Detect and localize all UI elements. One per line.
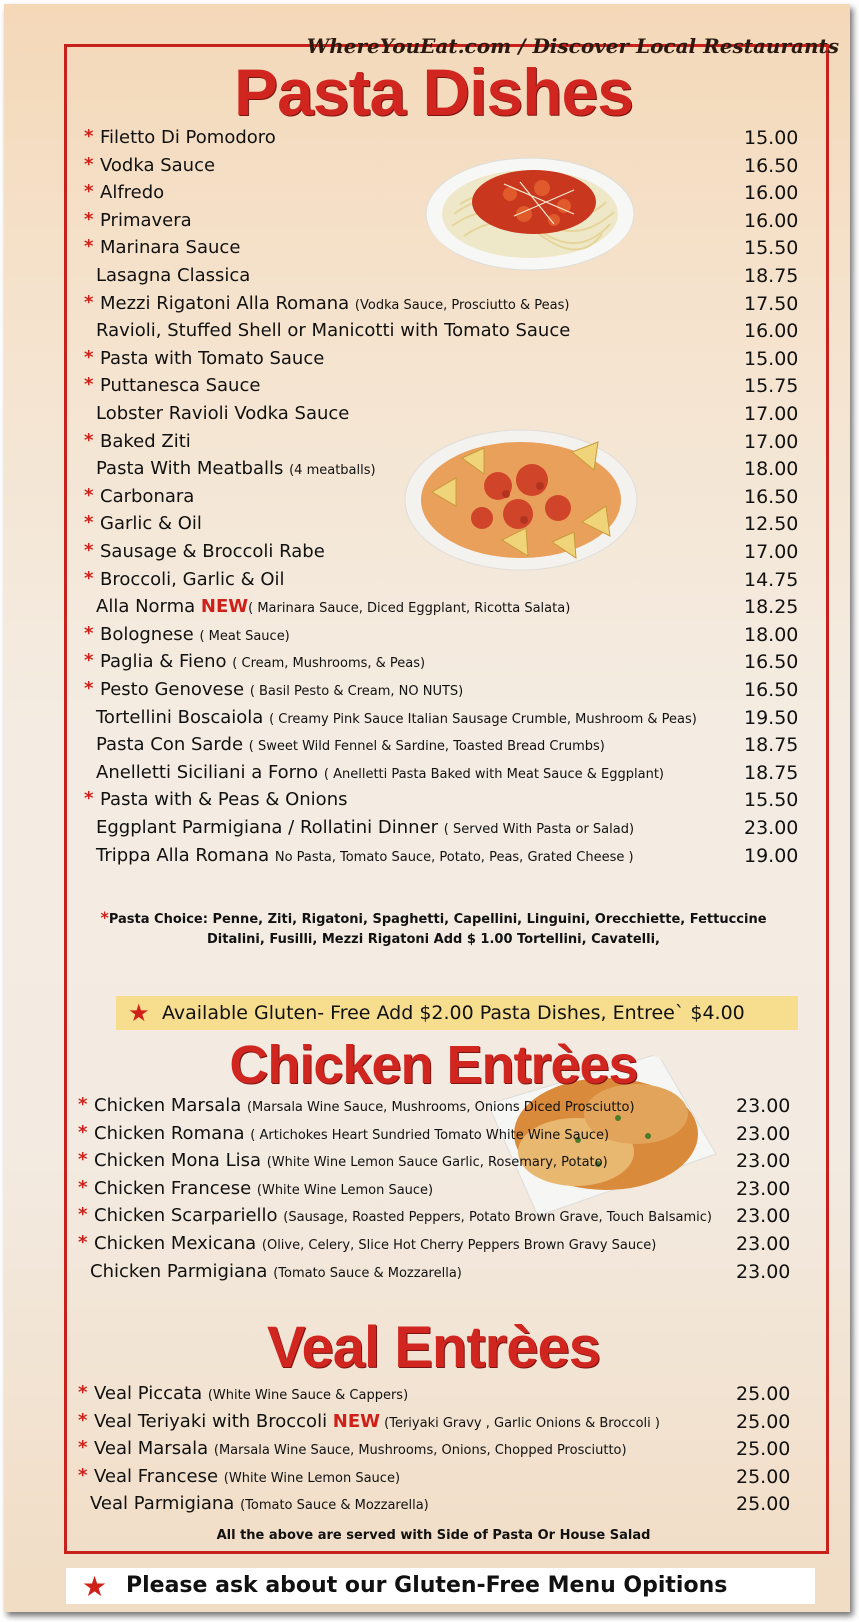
menu-item-star: * xyxy=(84,236,94,258)
menu-item-title: Anelletti Siciliani a Forno xyxy=(96,761,324,783)
menu-item-star: * xyxy=(84,208,94,230)
menu-item-star: * xyxy=(84,181,94,203)
menu-item-star: * xyxy=(84,484,94,506)
menu-item-title: Paglia & Fieno xyxy=(100,651,233,673)
menu-item-title: Veal Marsala xyxy=(94,1438,214,1460)
menu-item-name xyxy=(100,541,325,562)
menu-item-star: * xyxy=(78,1382,88,1403)
pasta-dishes-heading: Pasta Dishes xyxy=(234,55,633,129)
menu-item-price: 15.75 xyxy=(744,375,799,398)
menu-item-price: 23.00 xyxy=(736,1095,791,1117)
menu-item xyxy=(4,264,859,292)
menu-item-price: 16.50 xyxy=(744,651,799,674)
menu-item-description: ( Artichokes Heart Sundried Tomato White Wine Sauce) xyxy=(250,1127,610,1143)
menu-item-price: 17.00 xyxy=(744,403,799,425)
menu-item-name xyxy=(94,1178,433,1199)
menu-item-description: (Olive, Celery, Slice Hot Cherry Peppers Brown Gravy Sauce) xyxy=(261,1238,657,1253)
menu-item-star: * xyxy=(84,567,94,589)
menu-item-name xyxy=(94,1466,400,1487)
menu-item-name xyxy=(94,1205,712,1226)
menu-item-star: * xyxy=(78,1464,88,1486)
menu-item-description: ( Creamy Pink Sauce Italian Sausage Crumble, Mushroom & Peas) xyxy=(269,711,697,727)
menu-page xyxy=(4,4,850,1612)
menu-item-star: * xyxy=(84,126,94,147)
menu-item-description: ( Sweet Wild Fennel & Sardine, Toasted Bread Crumbs) xyxy=(248,739,605,755)
menu-item-star: * xyxy=(84,291,94,313)
menu-item-description: (Tomato Sauce & Mozzarella) xyxy=(240,1498,429,1514)
menu-item-title: Garlic & Oil xyxy=(100,513,202,535)
menu-item-name xyxy=(100,651,425,672)
menu-item-price: 15.50 xyxy=(744,237,799,260)
menu-item-description: (Marsala Wine Sauce, Mushrooms, Onions Diced Prosciutto) xyxy=(246,1100,635,1115)
menu-item-price: 18.75 xyxy=(744,734,799,757)
menu-item xyxy=(4,236,859,264)
menu-item-price: 23.00 xyxy=(736,1122,791,1145)
menu-item-name xyxy=(96,596,570,617)
menu-item-name xyxy=(100,210,192,231)
menu-item-price: 12.50 xyxy=(744,513,799,536)
menu-item-title: Pasta with & Peas & Onions xyxy=(100,789,348,811)
menu-item-name xyxy=(96,320,570,341)
menu-item-title: Veal Teriyaki with Broccoli xyxy=(94,1410,333,1432)
menu-item xyxy=(4,457,859,485)
menu-item-title: Tortellini Boscaiola xyxy=(96,706,270,728)
menu-item-price: 15.50 xyxy=(744,789,799,812)
new-badge: NEW xyxy=(332,1410,381,1432)
menu-item-title: Chicken Francese xyxy=(94,1177,257,1199)
menu-item-description: (Vodka Sauce, Prosciutto & Peas) xyxy=(354,297,570,313)
menu-item-title: Lasagna Classica xyxy=(96,265,251,286)
menu-item-star: * xyxy=(78,1094,88,1115)
menu-item-price: 18.25 xyxy=(744,596,799,619)
menu-item-price: 14.75 xyxy=(744,568,799,591)
menu-item-title: Broccoli, Garlic & Oil xyxy=(100,568,285,590)
menu-item-price: 23.00 xyxy=(736,1177,791,1200)
menu-item xyxy=(4,623,859,651)
menu-item-description: No Pasta, Tomato Sauce, Potato, Peas, Grated Cheese ) xyxy=(274,849,634,865)
menu-item-price: 16.50 xyxy=(744,485,799,508)
menu-item-description: ( Cream, Mushrooms, & Peas) xyxy=(232,656,426,672)
menu-item-description: (White Wine Lemon Sauce Garlic, Rosemary, Potato) xyxy=(266,1155,608,1171)
menu-item-title: Primavera xyxy=(100,209,192,231)
menu-item-name xyxy=(100,789,347,810)
menu-item xyxy=(4,1204,859,1232)
menu-item-price: 18.75 xyxy=(744,265,799,287)
veal-entrees-heading: Veal Entrèes xyxy=(267,1315,600,1380)
pasta-choice-line-2: Ditalini, Fusilli, Mezzi Rigatoni Add $ 1.00 Tortellini, Cavatelli, xyxy=(207,932,660,947)
menu-item-title: Chicken Romana xyxy=(94,1122,251,1144)
menu-item-star: * xyxy=(84,788,94,810)
menu-item-title: Vodka Sauce xyxy=(100,154,216,176)
menu-item-description: ( Meat Sauce) xyxy=(199,628,290,644)
menu-item-description: ( Basil Pesto & Cream, NO NUTS) xyxy=(249,684,464,699)
menu-item-description: (White Wine Lemon Sauce) xyxy=(223,1470,401,1486)
menu-item-title: Pasta Con Sarde xyxy=(96,734,249,756)
menu-item-title: Mezzi Rigatoni Alla Romana xyxy=(100,292,355,314)
menu-item-star: * xyxy=(84,429,94,451)
menu-item-price: 18.00 xyxy=(744,623,799,646)
menu-item-description: (Tomato Sauce & Mozzarella) xyxy=(273,1265,462,1281)
menu-item-price: 23.00 xyxy=(736,1233,791,1255)
menu-item-name xyxy=(94,1438,627,1459)
menu-item-name xyxy=(94,1411,660,1432)
menu-item-description: (Marsala Wine Sauce, Mushrooms, Onions, Chopped Prosciutto) xyxy=(213,1443,627,1459)
menu-item-title: Chicken Marsala xyxy=(94,1095,247,1116)
menu-item-name xyxy=(100,182,164,203)
menu-item-title: Chicken Parmigiana xyxy=(90,1260,274,1282)
star-icon: ★ xyxy=(82,1570,108,1603)
menu-item-description: (White Wine Lemon Sauce) xyxy=(256,1182,434,1198)
menu-item-price: 19.50 xyxy=(744,706,799,729)
menu-item xyxy=(4,292,859,320)
menu-item-name xyxy=(96,458,376,479)
menu-item-star: * xyxy=(78,1409,88,1431)
menu-item xyxy=(4,816,859,844)
menu-item-title: Alfredo xyxy=(100,182,165,204)
menu-item-title: Veal Francese xyxy=(94,1465,224,1487)
menu-item-description: ( Served With Pasta or Salad) xyxy=(443,822,635,837)
menu-item xyxy=(4,154,859,182)
menu-item-name xyxy=(94,1233,656,1254)
menu-item-title: Puttanesca Sauce xyxy=(100,375,261,397)
menu-item-name xyxy=(100,679,463,700)
menu-item-price: 23.00 xyxy=(736,1260,791,1283)
menu-item xyxy=(4,402,859,430)
menu-item-star: * xyxy=(84,153,94,175)
menu-item-star: * xyxy=(84,622,94,644)
menu-item xyxy=(4,126,859,154)
menu-item-title: Eggplant Parmigiana / Rollatini Dinner xyxy=(96,817,444,838)
menu-item-name xyxy=(100,375,260,396)
menu-item xyxy=(4,540,859,568)
menu-item xyxy=(4,1232,859,1260)
menu-item-name xyxy=(96,265,250,286)
menu-item-name xyxy=(96,817,634,838)
menu-item xyxy=(4,844,859,872)
menu-item xyxy=(4,1492,859,1520)
chicken-entrees-heading: Chicken Entrèes xyxy=(229,1035,638,1095)
menu-item-name xyxy=(94,1095,635,1116)
menu-item-title: Chicken Mexicana xyxy=(94,1233,262,1254)
menu-item-description: (Teriyaki Gravy , Garlic Onions & Broccoli ) xyxy=(380,1415,660,1431)
menu-item-description: ( Marinara Sauce, Diced Eggplant, Ricotta Salata) xyxy=(248,601,571,617)
menu-item-name xyxy=(96,762,664,783)
menu-item-name xyxy=(100,486,194,507)
menu-item-name xyxy=(94,1123,609,1144)
menu-item-star: * xyxy=(84,678,94,699)
pasta-choice-line-1 xyxy=(4,908,859,927)
menu-item-title: Ravioli, Stuffed Shell or Manicotti with Tomato Sauce xyxy=(96,320,571,342)
menu-item xyxy=(4,430,859,458)
menu-item xyxy=(4,595,859,623)
menu-item-name xyxy=(100,348,324,369)
menu-item-name xyxy=(100,624,290,645)
star-icon: ★ xyxy=(128,999,150,1027)
menu-item-name xyxy=(90,1261,462,1282)
menu-item xyxy=(4,1177,859,1205)
menu-item-star: * xyxy=(84,512,94,534)
menu-item-star: * xyxy=(84,374,94,396)
menu-item-price: 25.00 xyxy=(736,1410,791,1433)
menu-item xyxy=(4,678,859,706)
menu-item-star: * xyxy=(78,1437,88,1459)
menu-item-price: 16.50 xyxy=(744,154,799,177)
menu-item xyxy=(4,733,859,761)
menu-item-name xyxy=(100,513,202,534)
menu-item-title: Trippa Alla Romana xyxy=(96,844,275,866)
menu-item xyxy=(4,1465,859,1493)
menu-item-name xyxy=(96,707,697,728)
menu-item-price: 17.00 xyxy=(744,430,799,453)
menu-item-star: * xyxy=(78,1176,88,1198)
menu-item-description: (White Wine Sauce & Cappers) xyxy=(207,1388,409,1403)
menu-item-price: 15.00 xyxy=(744,347,799,370)
menu-item xyxy=(4,1094,859,1122)
menu-item-name xyxy=(100,431,191,452)
menu-item-star: * xyxy=(78,1204,88,1226)
watermark: WhereYouEat.com / Discover Local Restaurants xyxy=(306,34,839,58)
gluten-free-banner xyxy=(116,996,798,1030)
menu-item-price: 16.50 xyxy=(744,679,799,701)
menu-item-price: 15.00 xyxy=(744,127,799,149)
new-badge: NEW xyxy=(200,596,249,618)
served-with-note: All the above are served with Side of Pasta Or House Salad xyxy=(216,1528,651,1543)
pasta-choice-star: * xyxy=(100,908,109,927)
menu-item-name xyxy=(94,1383,408,1404)
menu-item-price: 18.00 xyxy=(744,458,799,481)
menu-item-title: Pasta With Meatballs xyxy=(96,458,290,480)
menu-item-title: Veal Parmigiana xyxy=(90,1493,241,1515)
menu-item-name xyxy=(100,293,569,314)
menu-item-title: Alla Norma xyxy=(96,596,201,618)
menu-item-price: 19.00 xyxy=(744,844,799,867)
menu-item xyxy=(4,347,859,375)
menu-item-price: 18.75 xyxy=(744,761,799,784)
gluten-free-footer xyxy=(66,1568,815,1604)
menu-item xyxy=(4,761,859,789)
menu-item-name xyxy=(100,155,215,176)
menu-item-title: Sausage & Broccoli Rabe xyxy=(100,541,325,562)
menu-item-price: 23.00 xyxy=(736,1150,791,1173)
menu-item-price: 16.00 xyxy=(744,182,799,205)
menu-item-name xyxy=(96,403,349,424)
menu-item-price: 23.00 xyxy=(736,1205,791,1228)
menu-item xyxy=(4,512,859,540)
menu-item-title: Veal Piccata xyxy=(94,1383,208,1404)
menu-item-name xyxy=(100,569,285,590)
menu-item xyxy=(4,1410,859,1438)
menu-item xyxy=(4,788,859,816)
menu-item-name xyxy=(100,237,240,258)
menu-item-title: Lobster Ravioli Vodka Sauce xyxy=(96,403,350,424)
menu-item xyxy=(4,650,859,678)
menu-item-description: (Sausage, Roasted Peppers, Potato Brown Grave, Touch Balsamic) xyxy=(283,1210,712,1226)
menu-item xyxy=(4,1122,859,1150)
menu-item-title: Chicken Mona Lisa xyxy=(94,1150,267,1172)
menu-item-price: 25.00 xyxy=(736,1493,791,1516)
menu-item xyxy=(4,1260,859,1288)
menu-item xyxy=(4,1437,859,1465)
menu-item-price: 16.00 xyxy=(744,320,799,343)
menu-item-star: * xyxy=(84,540,94,561)
menu-item-price: 16.00 xyxy=(744,209,799,232)
menu-item-title: Carbonara xyxy=(100,485,195,507)
menu-item-description: ( Anelletti Pasta Baked with Meat Sauce & Eggplant) xyxy=(323,766,665,782)
menu-item xyxy=(4,1149,859,1177)
menu-item-title: Filetto Di Pomodoro xyxy=(100,127,276,148)
menu-item-name xyxy=(90,1493,429,1514)
menu-item xyxy=(4,181,859,209)
gluten-free-footer-text: Please ask about our Gluten-Free Menu Opitions xyxy=(126,1573,728,1598)
menu-item xyxy=(4,319,859,347)
menu-item-price: 25.00 xyxy=(736,1465,791,1488)
menu-item-star: * xyxy=(78,1232,88,1253)
menu-item-name xyxy=(96,845,634,866)
menu-item-star: * xyxy=(78,1121,88,1143)
menu-item-name xyxy=(96,734,605,755)
menu-item-title: Bolognese xyxy=(100,623,200,645)
menu-item xyxy=(4,568,859,596)
menu-item-star: * xyxy=(84,346,94,368)
menu-item-title: Pesto Genovese xyxy=(100,679,250,700)
menu-item-title: Chicken Scarpariello xyxy=(94,1205,284,1227)
menu-item-star: * xyxy=(84,650,94,672)
menu-item-price: 17.50 xyxy=(744,292,799,315)
menu-item-price: 23.00 xyxy=(744,817,799,839)
menu-item xyxy=(4,706,859,734)
menu-item-description: (4 meatballs) xyxy=(289,463,376,479)
pasta-choice-text-1: Pasta Choice: Penne, Ziti, Rigatoni, Spaghetti, Capellini, Linguini, Orecchiette, Fettuccine xyxy=(108,912,767,927)
menu-item-name xyxy=(94,1150,608,1171)
menu-item-title: Marinara Sauce xyxy=(100,237,241,259)
menu-item xyxy=(4,485,859,513)
menu-item xyxy=(4,209,859,237)
menu-item-name xyxy=(100,127,276,148)
menu-item xyxy=(4,374,859,402)
menu-item-price: 25.00 xyxy=(736,1438,791,1461)
gluten-free-banner-text: Available Gluten- Free Add $2.00 Pasta Dishes, Entree` $4.00 xyxy=(162,1002,745,1024)
menu-item-price: 17.00 xyxy=(744,541,799,563)
menu-item xyxy=(4,1382,859,1410)
menu-item-price: 25.00 xyxy=(736,1383,791,1405)
menu-item-star: * xyxy=(78,1149,88,1171)
menu-item-title: Baked Ziti xyxy=(100,430,191,452)
menu-item-title: Pasta with Tomato Sauce xyxy=(100,347,325,369)
